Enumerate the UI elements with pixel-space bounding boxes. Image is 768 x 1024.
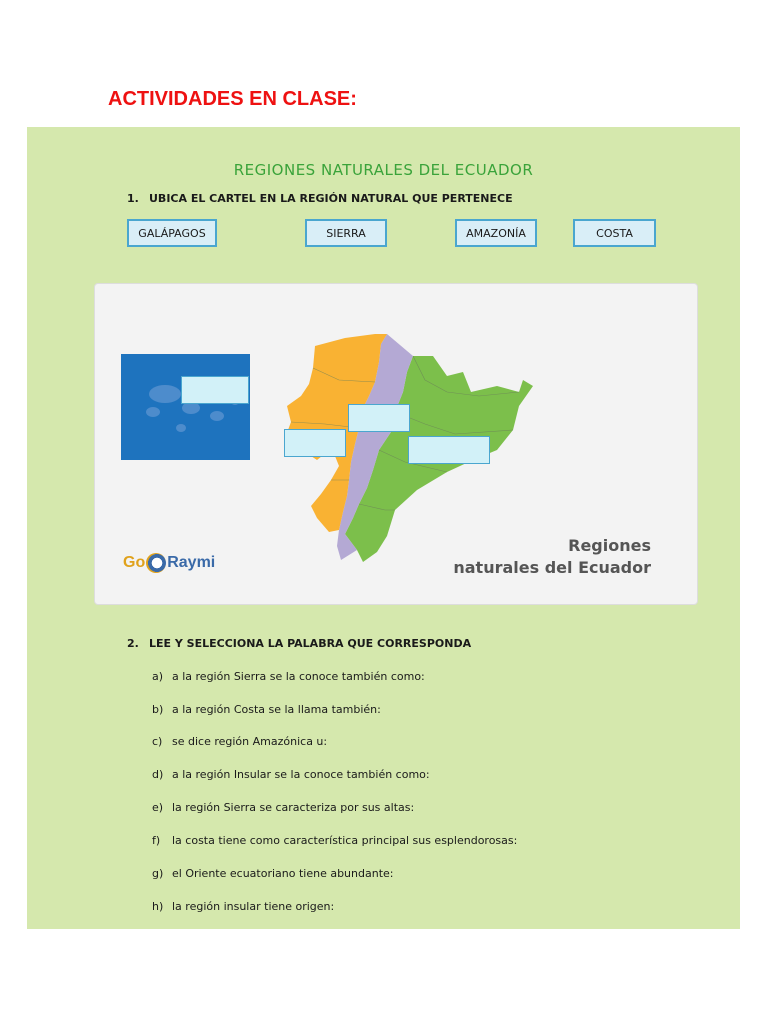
drop-box-sierra[interactable] bbox=[348, 404, 410, 432]
logo-emblem-icon bbox=[146, 553, 166, 573]
item-f bbox=[152, 834, 517, 847]
item-c bbox=[152, 735, 327, 748]
item-letter: b) bbox=[152, 703, 164, 716]
item-letter: a) bbox=[152, 670, 164, 683]
item-g bbox=[152, 867, 393, 880]
item-text: a la región Insular se la conoce también como: bbox=[172, 768, 430, 781]
item-text: a la región Sierra se la conoce también como: bbox=[172, 670, 425, 683]
drop-box-costa[interactable] bbox=[284, 429, 346, 457]
logo-raymi-text: Raymi bbox=[167, 554, 216, 571]
map-caption bbox=[453, 535, 651, 579]
item-text: el Oriente ecuatoriano tiene abundante: bbox=[172, 867, 394, 880]
item-a bbox=[152, 670, 425, 683]
drop-box-amazonia[interactable] bbox=[408, 436, 490, 464]
map-caption-line-1: Regiones bbox=[568, 536, 651, 555]
question-1 bbox=[127, 192, 513, 205]
item-text: a la región Costa se la llama también: bbox=[172, 703, 381, 716]
item-letter: g) bbox=[152, 867, 164, 880]
item-text: la región Sierra se caracteriza por sus altas: bbox=[172, 801, 415, 814]
question-1-text: UBICA EL CARTEL EN LA REGIÓN NATURAL QUE PERTENECE bbox=[149, 192, 513, 205]
item-h bbox=[152, 900, 334, 913]
item-letter: c) bbox=[152, 735, 163, 748]
page-heading: ACTIVIDADES EN CLASE: bbox=[108, 88, 357, 110]
worksheet-panel bbox=[27, 127, 740, 929]
card-costa[interactable]: COSTA bbox=[573, 219, 656, 247]
card-sierra[interactable]: SIERRA bbox=[305, 219, 387, 247]
item-text: la costa tiene como característica principal sus esplendorosas: bbox=[172, 834, 518, 847]
item-letter: d) bbox=[152, 768, 164, 781]
item-text: la región insular tiene origen: bbox=[172, 900, 335, 913]
map-caption-line-2: naturales del Ecuador bbox=[453, 558, 651, 577]
goraymi-logo bbox=[123, 553, 215, 573]
item-letter: h) bbox=[152, 900, 164, 913]
drop-box-galapagos[interactable] bbox=[181, 376, 249, 404]
item-e bbox=[152, 801, 414, 814]
question-2-number: 2. bbox=[127, 637, 139, 650]
item-letter: f) bbox=[152, 834, 161, 847]
question-2-text: LEE Y SELECCIONA LA PALABRA QUE CORRESPONDA bbox=[149, 637, 472, 650]
item-b bbox=[152, 703, 381, 716]
card-galapagos[interactable]: GALÁPAGOS bbox=[127, 219, 217, 247]
item-d bbox=[152, 768, 430, 781]
question-1-number: 1. bbox=[127, 192, 139, 205]
item-letter: e) bbox=[152, 801, 164, 814]
ecuador-map bbox=[94, 283, 698, 605]
card-amazonia[interactable]: AMAZONÍA bbox=[455, 219, 537, 247]
worksheet-title: REGIONES NATURALES DEL ECUADOR bbox=[233, 161, 534, 179]
question-2 bbox=[127, 637, 471, 650]
item-text: se dice región Amazónica u: bbox=[172, 735, 328, 748]
logo-go-text: Go bbox=[123, 554, 146, 571]
